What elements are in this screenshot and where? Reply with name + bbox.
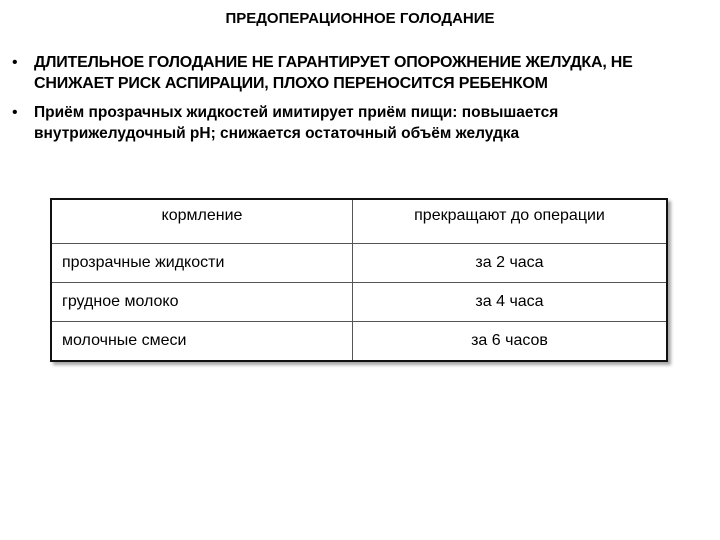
stop-time-cell: за 4 часа: [353, 283, 668, 322]
header-feeding: кормление: [51, 199, 353, 244]
table-row: [51, 283, 667, 322]
table-row: [51, 244, 667, 283]
stop-time-cell: за 2 часа: [353, 244, 668, 283]
feeding-type-cell: молочные смеси: [51, 322, 353, 362]
stop-time-cell: за 6 часов: [353, 322, 668, 362]
table-header-row: [51, 199, 667, 244]
bullet-icon: •: [12, 54, 18, 71]
bullet-item: [12, 102, 692, 144]
slide-title: ПРЕДОПЕРАЦИОННОЕ ГОЛОДАНИЕ: [225, 10, 495, 27]
header-stop-before-surgery: прекращают до операции: [353, 199, 668, 244]
bullet-text: Приём прозрачных жидкостей имитирует приём пищи: повышается внутрижелудочный pH; снижается остаточный объём желудка: [34, 104, 559, 142]
feeding-type-cell: грудное молоко: [51, 283, 353, 322]
bullet-item: [12, 52, 692, 94]
fasting-table: [50, 198, 668, 362]
bullet-text: ДЛИТЕЛЬНОЕ ГОЛОДАНИЕ НЕ ГАРАНТИРУЕТ ОПОРОЖНЕНИЕ ЖЕЛУДКА, НЕ СНИЖАЕТ РИСК АСПИРАЦИИ, ПЛОХО ПЕРЕНОСИТСЯ РЕБЕНКОМ: [34, 54, 633, 92]
bullet-list: [12, 52, 692, 152]
feeding-type-cell: прозрачные жидкости: [51, 244, 353, 283]
bullet-icon: •: [12, 104, 18, 121]
table-row: [51, 322, 667, 362]
